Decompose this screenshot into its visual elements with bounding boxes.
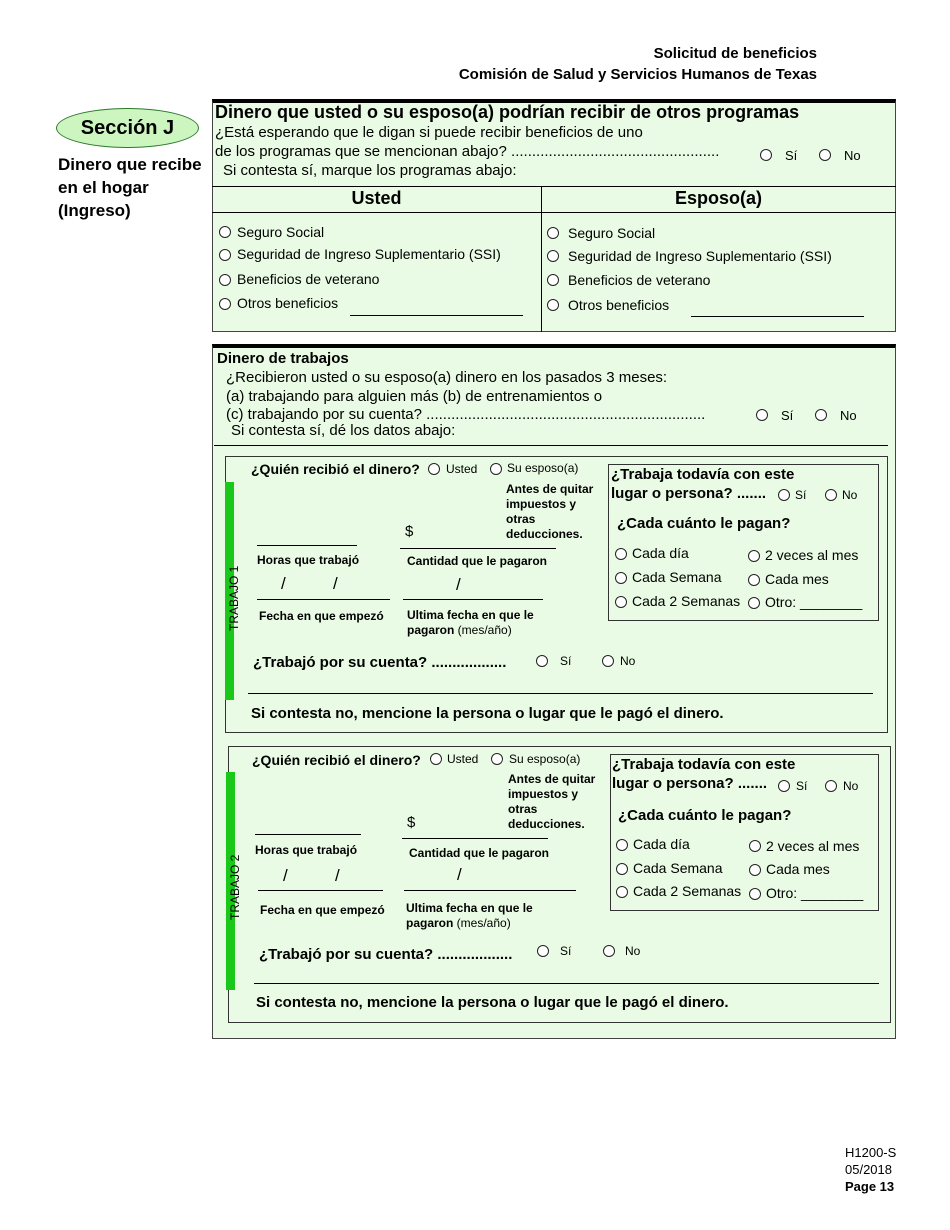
usted-veterano-radio[interactable] <box>219 274 231 286</box>
divider <box>212 212 896 213</box>
job-1-freq-label: Cada mes <box>765 571 829 587</box>
esposo-program-label: Seguro Social <box>568 225 656 241</box>
job-2-freq-label: Cada día <box>633 836 690 852</box>
job-2-spouse-label: Su esposo(a) <box>509 752 581 766</box>
footer-form-date: 05/2018 <box>845 1162 892 1177</box>
last-date-rest: (mes/año) <box>453 916 511 930</box>
job-1-usted-label: Usted <box>446 462 478 476</box>
last-date-bold: pagaron <box>407 623 455 637</box>
other-programs-question-1: ¿Está esperando que le digan si puede recibir beneficios de uno <box>215 124 643 141</box>
usted-ssi-radio[interactable] <box>219 249 231 261</box>
other-programs-yes-radio[interactable] <box>760 149 772 161</box>
before-tax-line: otras <box>506 512 536 526</box>
job-1-if-no-label: Si contesta no, mencione la persona o lugar que le pagó el dinero. <box>251 705 724 722</box>
job-1-freq-radio[interactable] <box>615 572 627 584</box>
job-1-before-tax <box>506 482 593 542</box>
job-2-freq-radio[interactable] <box>616 886 628 898</box>
job-2-last-date-label <box>406 901 533 931</box>
footer-page-number: Page 13 <box>845 1179 895 1194</box>
job-2-still-working-2: lugar o persona? ....... <box>612 775 768 792</box>
section-title: Dinero que recibe en el hogar (Ingreso) <box>58 155 202 220</box>
job-2-spouse-radio[interactable] <box>491 753 503 765</box>
job-1-still-working-2: lugar o persona? ....... <box>611 485 767 502</box>
jobs-instruction: Si contesta sí, dé los datos abajo: <box>231 422 456 439</box>
job-1-hours-input[interactable] <box>257 545 357 546</box>
other-programs-no-radio[interactable] <box>819 149 831 161</box>
footer-form-number: H1200-S <box>845 1145 897 1160</box>
job-1-how-often: ¿Cada cuánto le pagan? <box>617 515 791 532</box>
job-2-amount-input[interactable] <box>402 838 548 839</box>
other-programs-yes-label: Sí <box>785 148 798 163</box>
job-2-start-date-input[interactable] <box>258 890 383 891</box>
job-1-freq-radio[interactable] <box>615 548 627 560</box>
jobs-question-3: (c) trabajando por su cuenta? ................................................................... <box>226 406 706 423</box>
job-2-still-working-1: ¿Trabaja todavía con este <box>612 756 796 773</box>
job-1-spouse-radio[interactable] <box>490 463 502 475</box>
job-2-start-date-label: Fecha en que empezó <box>260 903 385 917</box>
column-usted: Usted <box>351 188 402 208</box>
column-esposo: Esposo(a) <box>674 188 762 208</box>
last-date-line: Ultima fecha en que le <box>407 608 534 622</box>
job-2-usted-radio[interactable] <box>430 753 442 765</box>
job-2-last-date-input[interactable] <box>404 890 576 891</box>
job-1-self-yes-radio[interactable] <box>536 655 548 667</box>
job-2-self-yes-label: Sí <box>560 944 572 958</box>
jobs-question-1: ¿Recibieron usted o su esposo(a) dinero en los pasados 3 meses: <box>226 369 668 386</box>
job-2-self-no-radio[interactable] <box>603 945 615 957</box>
job-1-freq-label: Otro: ________ <box>765 594 863 610</box>
job-2-how-often: ¿Cada cuánto le pagan? <box>618 807 792 824</box>
jobs-no-label: No <box>840 408 857 423</box>
job-1-hours-label: Horas que trabajó <box>257 553 360 567</box>
job-1-spouse-label: Su esposo(a) <box>507 461 579 475</box>
before-tax-line: otras <box>508 802 538 816</box>
job-1-payer-input[interactable] <box>248 693 873 694</box>
last-date-line: Ultima fecha en que le <box>406 901 533 915</box>
esposo-seguro-social-radio[interactable] <box>547 227 559 239</box>
usted-program-label: Seguro Social <box>237 224 325 240</box>
job-2-label: TRABAJO 2 <box>228 854 242 920</box>
job-2-usted-label: Usted <box>447 752 479 766</box>
other-programs-question-2: de los programas que se mencionan abajo? .................................................. <box>215 143 720 160</box>
esposo-otros-input[interactable] <box>691 316 864 317</box>
job-2-self-employed-label: ¿Trabajó por su cuenta? .................. <box>259 946 513 963</box>
job-1-freq-label: Cada 2 Semanas <box>632 593 741 609</box>
job-2-freq-label: Otro: ________ <box>766 885 864 901</box>
job-1-freq-radio[interactable] <box>615 596 627 608</box>
job-1-freq-radio[interactable] <box>748 574 760 586</box>
job-2-hours-input[interactable] <box>255 834 361 835</box>
job-1-start-date-label: Fecha en que empezó <box>259 609 384 623</box>
esposo-program-label: Beneficios de veterano <box>568 272 711 288</box>
other-programs-instruction: Si contesta sí, marque los programas abajo: <box>223 162 517 179</box>
job-1-label: TRABAJO 1 <box>227 565 241 631</box>
job-2-if-no-label: Si contesta no, mencione la persona o lugar que le pagó el dinero. <box>256 994 729 1011</box>
job-2-last-date-slash: / <box>457 865 462 884</box>
job-1-last-date-label <box>407 608 534 638</box>
job-1-freq-radio[interactable] <box>748 550 760 562</box>
before-tax-line: impuestos y <box>508 787 579 801</box>
jobs-yes-label: Sí <box>781 408 794 423</box>
job-1-still-working-1: ¿Trabaja todavía con este <box>611 466 795 483</box>
job-2-freq-radio[interactable] <box>616 839 628 851</box>
usted-otros-radio[interactable] <box>219 298 231 310</box>
job-2-amount-label: Cantidad que le pagaron <box>409 846 550 860</box>
jobs-title: Dinero de trabajos <box>217 350 349 367</box>
job-1-amount-input[interactable] <box>400 548 556 549</box>
before-tax-line: impuestos y <box>506 497 577 511</box>
jobs-no-radio[interactable] <box>815 409 827 421</box>
job-2-still-yes-label: Sí <box>796 779 808 793</box>
usted-program-label: Seguridad de Ingreso Suplementario (SSI) <box>237 246 501 262</box>
job-1-who-label: ¿Quién recibió el dinero? <box>251 461 420 477</box>
job-1-freq-label: 2 veces al mes <box>765 547 859 563</box>
job-1-still-yes-radio[interactable] <box>778 489 790 501</box>
section-badge: Sección J <box>56 108 199 148</box>
job-2-freq-radio[interactable] <box>616 863 628 875</box>
esposo-ssi-radio[interactable] <box>547 250 559 262</box>
before-tax-line: deducciones. <box>506 527 583 541</box>
before-tax-line: Antes de quitar <box>506 482 594 496</box>
job-1-dollar-sign: $ <box>405 523 414 540</box>
job-2-still-yes-radio[interactable] <box>778 780 790 792</box>
job-1-last-date-input[interactable] <box>403 599 543 600</box>
job-1-amount-label: Cantidad que le pagaron <box>407 554 548 568</box>
job-2-still-no-radio[interactable] <box>825 780 837 792</box>
before-tax-line: deducciones. <box>508 817 585 831</box>
job-1-start-date-slashes: / / <box>281 574 338 593</box>
header-line-1: Solicitud de beneficios <box>653 45 817 62</box>
esposo-otros-radio[interactable] <box>547 299 559 311</box>
job-2-self-no-label: No <box>625 944 641 958</box>
job-2-hours-label: Horas que trabajó <box>255 843 358 857</box>
job-2-freq-label: Cada mes <box>766 861 830 877</box>
job-1-last-date-slash: / <box>456 575 461 594</box>
job-2-before-tax <box>508 772 595 832</box>
other-programs-title: Dinero que usted o su esposo(a) podrían recibir de otros programas <box>215 102 800 122</box>
job-2-freq-radio[interactable] <box>749 888 761 900</box>
job-1-freq-label: Cada día <box>632 545 689 561</box>
jobs-question-2: (a) trabajando para alguien más (b) de entrenamientos o <box>226 388 603 405</box>
job-1-self-yes-label: Sí <box>560 654 572 668</box>
job-1-freq-radio[interactable] <box>748 597 760 609</box>
usted-seguro-social-radio[interactable] <box>219 226 231 238</box>
job-1-self-no-label: No <box>620 654 636 668</box>
job-2-self-yes-radio[interactable] <box>537 945 549 957</box>
last-date-bold: pagaron <box>406 916 454 930</box>
job-1-start-date-input[interactable] <box>257 599 390 600</box>
job-1-self-no-radio[interactable] <box>602 655 614 667</box>
job-2-freq-label: Cada 2 Semanas <box>633 883 742 899</box>
job-1-self-employed-label: ¿Trabajó por su cuenta? .................. <box>253 654 507 671</box>
last-date-rest: (mes/año) <box>454 623 512 637</box>
job-2-dollar-sign: $ <box>407 814 416 831</box>
job-1-still-yes-label: Sí <box>795 488 807 502</box>
esposo-veterano-radio[interactable] <box>547 274 559 286</box>
job-2-start-date-slashes: / / <box>283 866 340 885</box>
usted-otros-input[interactable] <box>350 315 523 316</box>
job-2-freq-radio[interactable] <box>749 840 761 852</box>
job-1-freq-label: Cada Semana <box>632 569 722 585</box>
job-1-still-no-radio[interactable] <box>825 489 837 501</box>
job-1-still-no-label: No <box>842 488 858 502</box>
jobs-yes-radio[interactable] <box>756 409 768 421</box>
esposo-program-label: Otros beneficios <box>568 297 670 313</box>
job-2-freq-label: 2 veces al mes <box>766 838 860 854</box>
header-line-2: Comisión de Salud y Servicios Humanos de Texas <box>458 66 817 83</box>
esposo-program-label: Seguridad de Ingreso Suplementario (SSI) <box>568 248 832 264</box>
usted-program-label: Beneficios de veterano <box>237 271 380 287</box>
job-2-who-label: ¿Quién recibió el dinero? <box>252 752 421 768</box>
job-2-payer-input[interactable] <box>254 983 879 984</box>
other-programs-no-label: No <box>844 148 861 163</box>
job-1-usted-radio[interactable] <box>428 463 440 475</box>
before-tax-line: Antes de quitar <box>508 772 596 786</box>
divider <box>214 445 888 446</box>
usted-program-label: Otros beneficios <box>237 295 339 311</box>
job-2-still-no-label: No <box>843 779 859 793</box>
divider <box>212 186 896 187</box>
job-2-freq-label: Cada Semana <box>633 860 723 876</box>
job-2-freq-radio[interactable] <box>749 864 761 876</box>
